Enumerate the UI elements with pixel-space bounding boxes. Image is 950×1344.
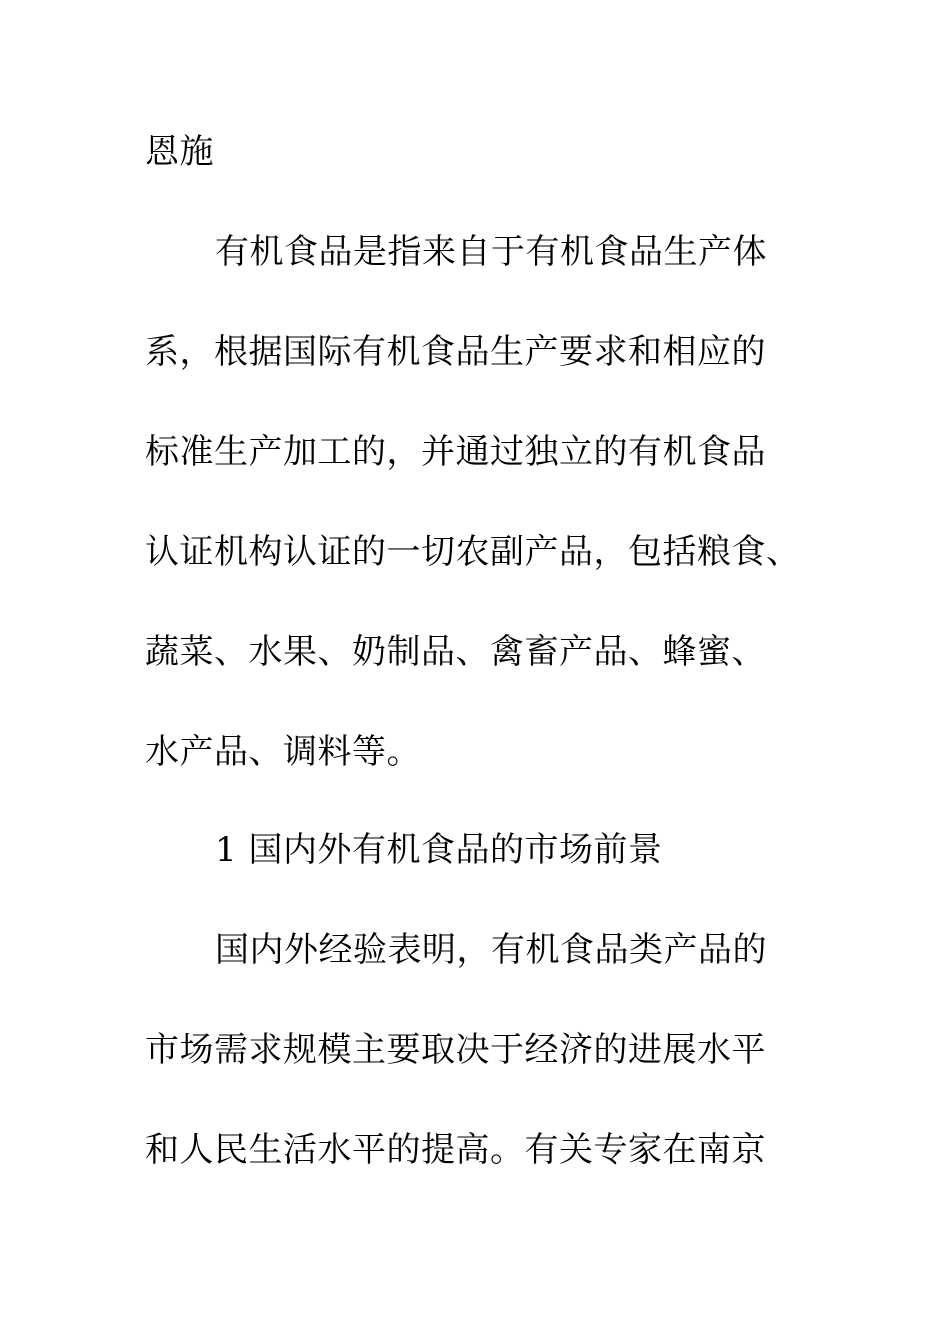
paragraph-1-line-2: 系，根据国际有机食品生产要求和相应的 — [145, 332, 766, 372]
paragraph-2-line-1: 国内外经验表明，有机食品类产品的 — [215, 930, 767, 970]
section-heading: 1 国内外有机食品的市场前景 — [215, 830, 663, 870]
paragraph-1-line-5: 蔬菜、水果、奶制品、禽畜产品、蜂蜜、 — [145, 632, 766, 672]
paragraph-2-line-2: 市场需求规模主要取决于经济的进展水平 — [145, 1030, 766, 1070]
paragraph-1-line-6: 水产品、调料等。 — [145, 732, 421, 772]
paragraph-1-line-3: 标准生产加工的，并通过独立的有机食品 — [145, 432, 766, 472]
paragraph-2-line-3: 和人民生活水平的提高。有关专家在南京 — [145, 1130, 766, 1170]
paragraph-1-line-1: 有机食品是指来自于有机食品生产体 — [215, 232, 767, 272]
text-line-fragment: 恩施 — [145, 132, 214, 172]
paragraph-1-line-4: 认证机构认证的一切农副产品，包括粮食、 — [145, 532, 801, 572]
